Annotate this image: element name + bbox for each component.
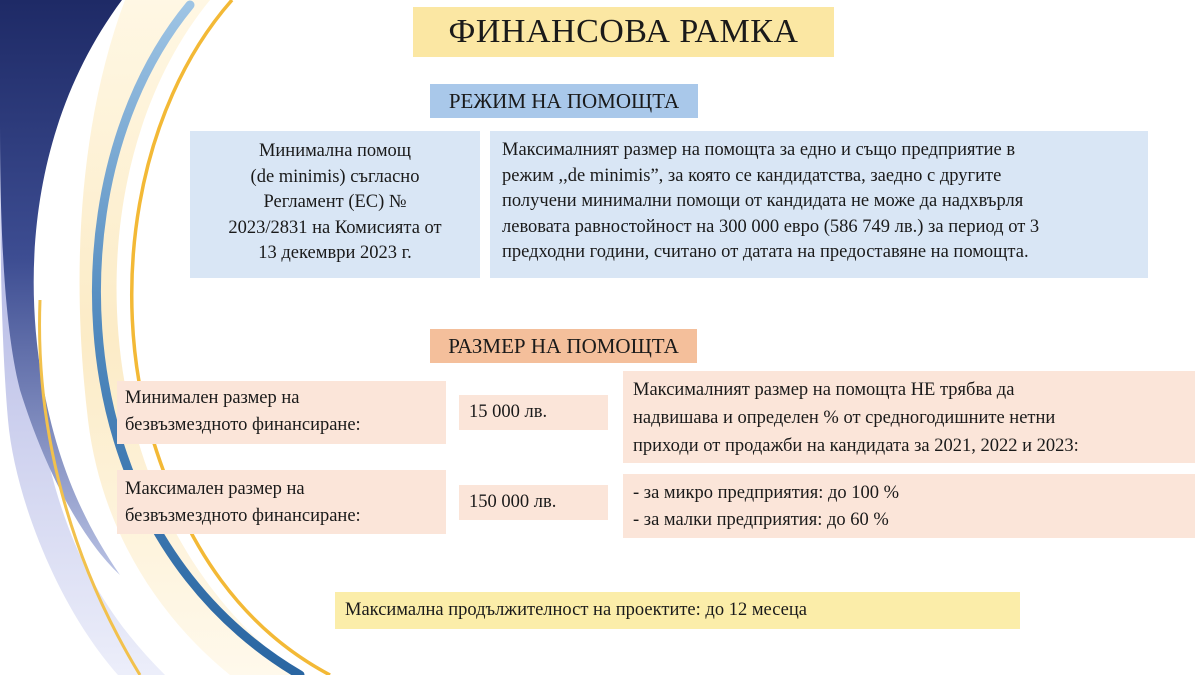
aid-size-header: РАЗМЕР НА ПОМОЩТА	[430, 329, 697, 363]
slide-title: ФИНАНСОВА РАМКА	[413, 7, 834, 57]
description-line: Максималният размер на помощта НЕ трябва да	[633, 380, 1015, 400]
description-line: режим ,,de minimis”, за която се кандидатства, заедно с другите	[502, 165, 1002, 186]
de-minimis-regulation-cell	[190, 131, 480, 278]
revenue-limit-description	[623, 371, 1195, 463]
regulation-line: Регламент (ЕС) №	[263, 192, 407, 212]
min-funding-value: 15 000 лв.	[459, 395, 608, 430]
description-line: Максималният размер на помощта за едно и също предприятие в	[502, 140, 1016, 160]
regulation-line: (de minimis) съгласно	[250, 166, 420, 187]
regulation-line: 13 декември 2023 г.	[258, 243, 412, 263]
label-line: безвъзмездното финансиране:	[125, 415, 361, 435]
project-duration-note: Максимална продължителност на проектите: до 12 месеца	[335, 592, 1020, 629]
micro-enterprise-limit: - за микро предприятия: до 100 %	[633, 483, 900, 503]
description-line: приходи от продажби на кандидата за 2021, 2022 и 2023:	[633, 436, 1079, 456]
description-line: получени минимални помощи от кандидата не може да надхвърля	[502, 191, 1024, 211]
description-line: предходни години, считано от датата на предоставяне на помощта.	[502, 242, 1029, 262]
label-line: Максимален размер на	[125, 479, 305, 499]
min-funding-label	[117, 381, 446, 444]
description-line: левовата равностойност на 300 000 евро (586 749 лв.) за период от 3	[502, 216, 1040, 237]
regulation-line: 2023/2831 на Комисията от	[228, 217, 442, 238]
label-line: безвъзмездното финансиране:	[125, 506, 361, 526]
regulation-line: Минимална помощ	[258, 141, 412, 161]
enterprise-limits-list	[623, 474, 1195, 538]
max-aid-description-cell	[490, 131, 1148, 278]
max-funding-value: 150 000 лв.	[459, 485, 608, 520]
label-line: Минимален размер на	[125, 388, 300, 408]
description-line: надвишава и определен % от средногодишните нетни	[633, 408, 1056, 428]
aid-regime-header: РЕЖИМ НА ПОМОЩТА	[430, 84, 698, 118]
small-enterprise-limit: - за малки предприятия: до 60 %	[633, 510, 889, 530]
max-funding-label	[117, 470, 446, 534]
